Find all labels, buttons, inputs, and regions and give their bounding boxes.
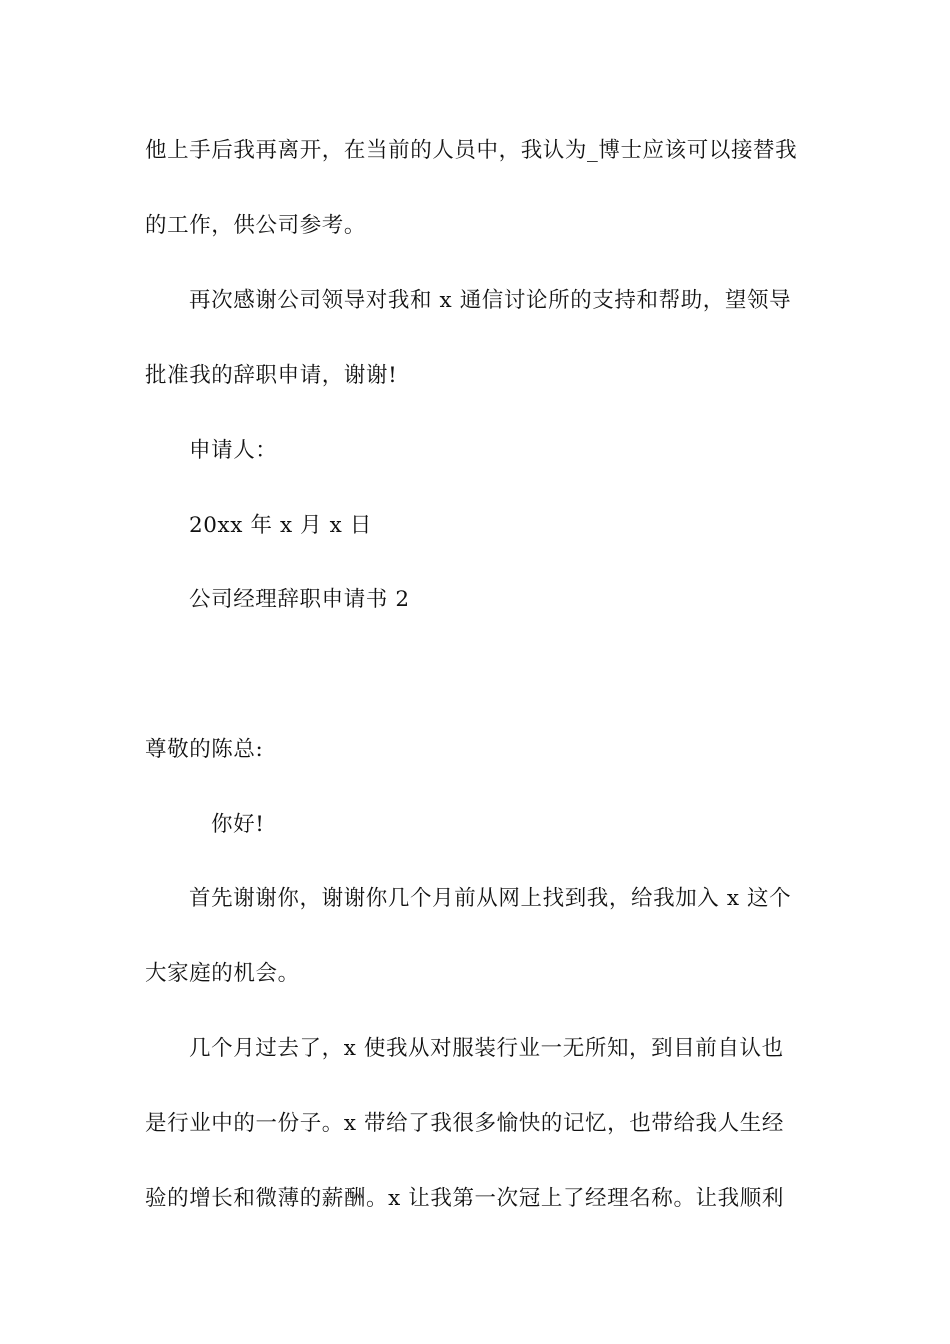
applicant-label: 申请人： xyxy=(189,438,278,463)
paragraph-line: 大家庭的机会。 xyxy=(145,961,300,986)
paragraph-line: 再次感谢公司领导对我和 x 通信讨论所的支持和帮助，望领导 xyxy=(189,288,792,313)
section-title: 公司经理辞职申请书 2 xyxy=(189,587,410,612)
paragraph-line: 验的增长和微薄的薪酬。x 让我第一次冠上了经理名称。让我顺利 xyxy=(145,1186,784,1211)
paragraph-line: 首先谢谢你，谢谢你几个月前从网上找到我，给我加入 x 这个 xyxy=(189,886,792,911)
greeting: 你好! xyxy=(211,812,265,837)
paragraph-line: 批准我的辞职申请，谢谢! xyxy=(145,363,398,388)
paragraph-line: 他上手后我再离开，在当前的人员中，我认为_博士应该可以接替我 xyxy=(145,138,798,163)
salutation: 尊敬的陈总: xyxy=(145,737,264,762)
paragraph-line: 几个月过去了，x 使我从对服装行业一无所知，到目前自认也 xyxy=(189,1036,784,1061)
paragraph-line: 是行业中的一份子。x 带给了我很多愉快的记忆，也带给我人生经 xyxy=(145,1111,784,1136)
paragraph-line: 的工作，供公司参考。 xyxy=(145,213,367,238)
date-line: 20xx 年 x 月 x 日 xyxy=(189,513,372,538)
